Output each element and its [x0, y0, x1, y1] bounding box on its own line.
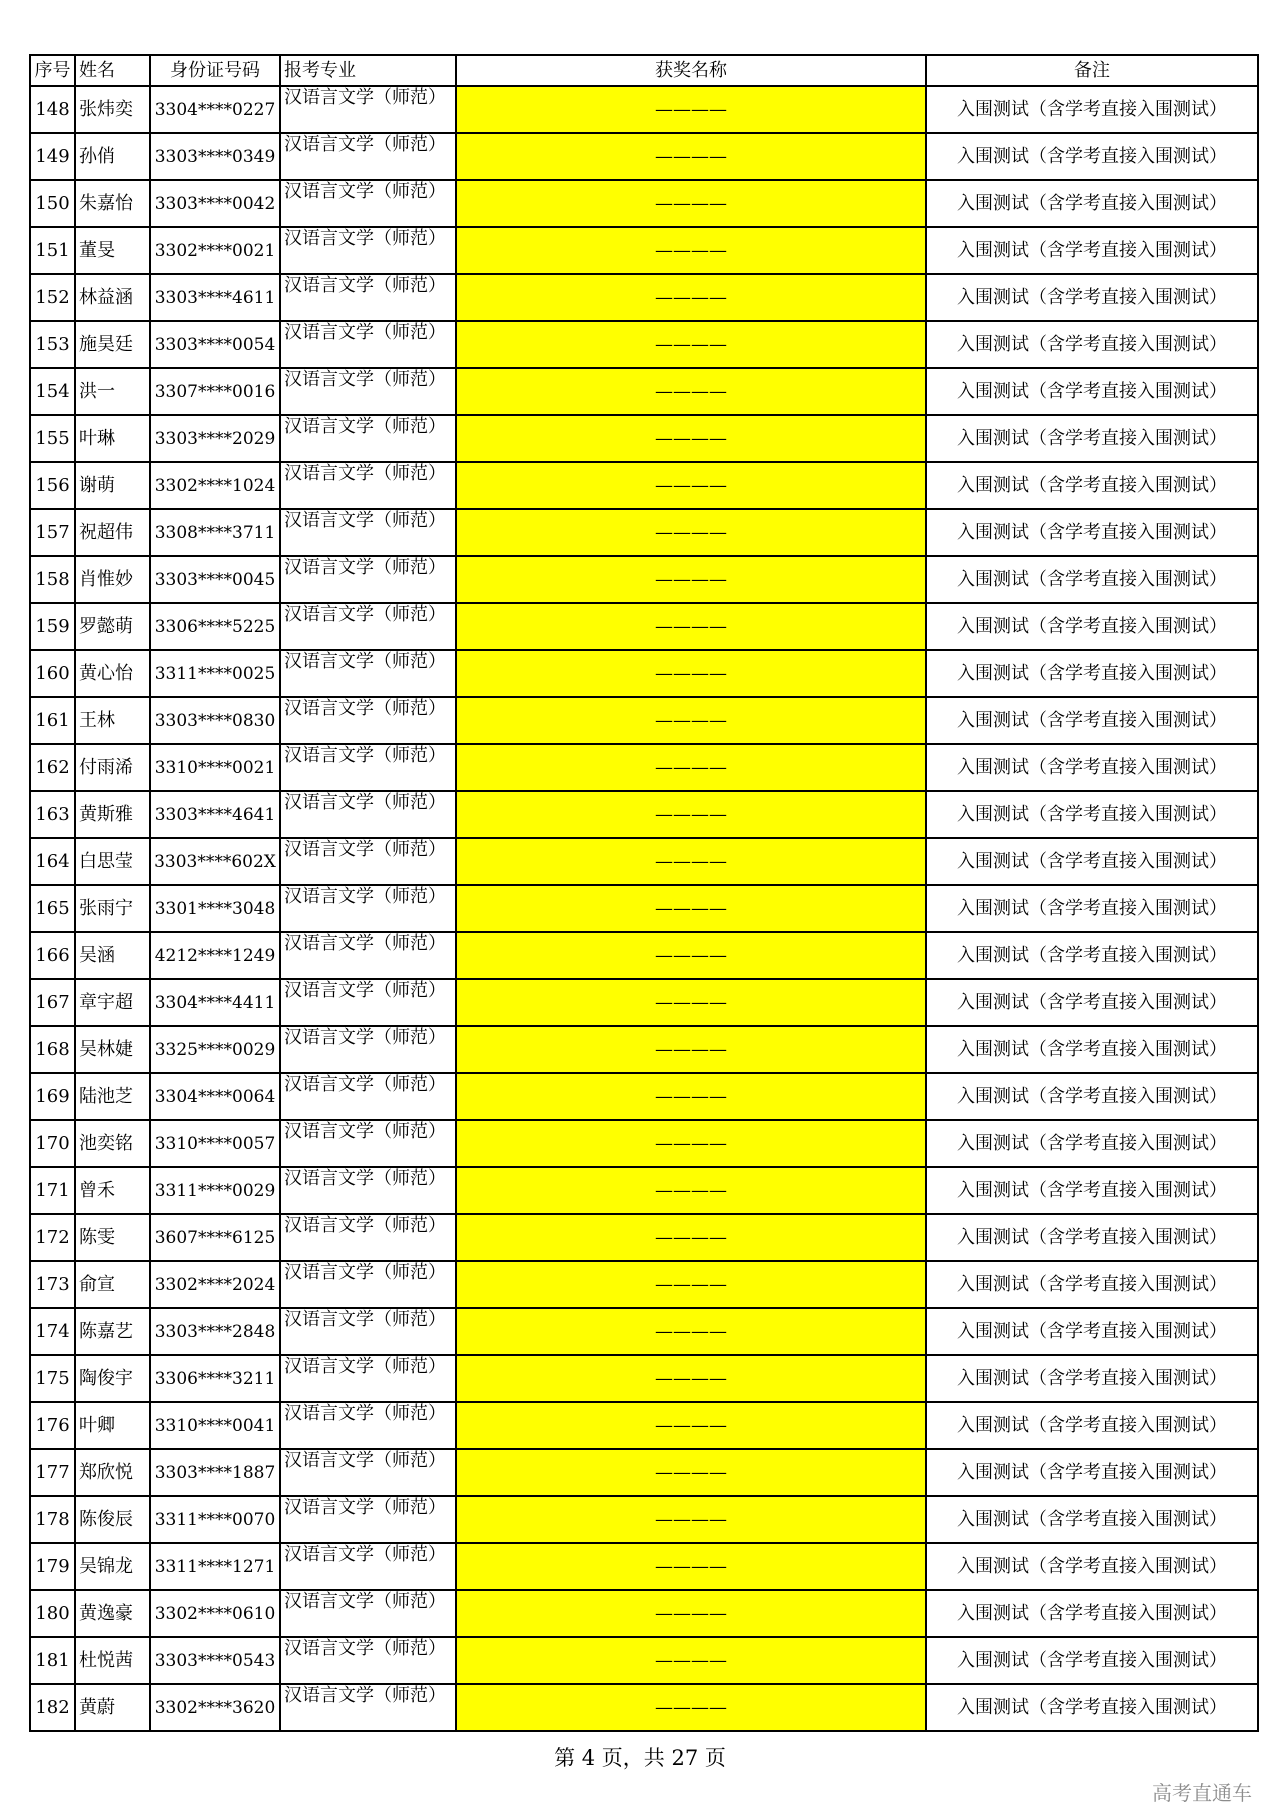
table-row — [30, 1449, 1258, 1496]
cell-note: 入围测试（含学考直接入围测试） — [926, 1543, 1258, 1590]
header-award: 获奖名称 — [456, 55, 926, 86]
header-note: 备注 — [926, 55, 1258, 86]
cell-id-number: 3303****4641 — [150, 791, 280, 838]
cell-name: 吴涵 — [75, 932, 150, 979]
cell-note: 入围测试（含学考直接入围测试） — [926, 1496, 1258, 1543]
cell-note: 入围测试（含学考直接入围测试） — [926, 791, 1258, 838]
cell-award: ———— — [456, 1120, 926, 1167]
cell-name: 谢萌 — [75, 462, 150, 509]
cell-name: 池奕铭 — [75, 1120, 150, 1167]
cell-seq: 158 — [30, 556, 75, 603]
cell-note: 入围测试（含学考直接入围测试） — [926, 462, 1258, 509]
cell-award: ———— — [456, 1167, 926, 1214]
table-row — [30, 1637, 1258, 1684]
cell-seq: 159 — [30, 603, 75, 650]
cell-note: 入围测试（含学考直接入围测试） — [926, 180, 1258, 227]
cell-major: 汉语言文学（师范） — [280, 650, 456, 697]
cell-seq: 162 — [30, 744, 75, 791]
table-row — [30, 932, 1258, 979]
cell-major: 汉语言文学（师范） — [280, 697, 456, 744]
cell-major: 汉语言文学（师范） — [280, 1261, 456, 1308]
cell-seq: 161 — [30, 697, 75, 744]
cell-note: 入围测试（含学考直接入围测试） — [926, 1637, 1258, 1684]
cell-seq: 160 — [30, 650, 75, 697]
cell-major: 汉语言文学（师范） — [280, 509, 456, 556]
table-row — [30, 368, 1258, 415]
cell-seq: 178 — [30, 1496, 75, 1543]
table-row — [30, 1590, 1258, 1637]
cell-seq: 157 — [30, 509, 75, 556]
cell-name: 施昊廷 — [75, 321, 150, 368]
cell-name: 陶俊宇 — [75, 1355, 150, 1402]
cell-note: 入围测试（含学考直接入围测试） — [926, 1402, 1258, 1449]
cell-id-number: 3304****0064 — [150, 1073, 280, 1120]
cell-note: 入围测试（含学考直接入围测试） — [926, 1026, 1258, 1073]
cell-award: ———— — [456, 1543, 926, 1590]
cell-seq: 172 — [30, 1214, 75, 1261]
table-row — [30, 1026, 1258, 1073]
cell-seq: 174 — [30, 1308, 75, 1355]
cell-award: ———— — [456, 1355, 926, 1402]
table-row — [30, 415, 1258, 462]
cell-award: ———— — [456, 1402, 926, 1449]
cell-id-number: 3306****5225 — [150, 603, 280, 650]
table-row — [30, 1073, 1258, 1120]
cell-name: 叶卿 — [75, 1402, 150, 1449]
cell-award: ———— — [456, 180, 926, 227]
cell-id-number: 3302****3620 — [150, 1684, 280, 1731]
cell-name: 罗懿萌 — [75, 603, 150, 650]
cell-award: ———— — [456, 1214, 926, 1261]
cell-seq: 169 — [30, 1073, 75, 1120]
cell-id-number: 3303****0349 — [150, 133, 280, 180]
cell-id-number: 3311****0029 — [150, 1167, 280, 1214]
cell-award: ———— — [456, 744, 926, 791]
cell-name: 肖惟妙 — [75, 556, 150, 603]
cell-note: 入围测试（含学考直接入围测试） — [926, 274, 1258, 321]
cell-major: 汉语言文学（师范） — [280, 227, 456, 274]
cell-note: 入围测试（含学考直接入围测试） — [926, 838, 1258, 885]
cell-seq: 165 — [30, 885, 75, 932]
table-row — [30, 227, 1258, 274]
table-row — [30, 180, 1258, 227]
cell-name: 杜悦茜 — [75, 1637, 150, 1684]
cell-award: ———— — [456, 1590, 926, 1637]
cell-note: 入围测试（含学考直接入围测试） — [926, 1449, 1258, 1496]
cell-major: 汉语言文学（师范） — [280, 603, 456, 650]
table-row — [30, 838, 1258, 885]
cell-award: ———— — [456, 603, 926, 650]
cell-major: 汉语言文学（师范） — [280, 368, 456, 415]
cell-id-number: 3301****3048 — [150, 885, 280, 932]
cell-note: 入围测试（含学考直接入围测试） — [926, 227, 1258, 274]
cell-award: ———— — [456, 1496, 926, 1543]
cell-id-number: 3307****0016 — [150, 368, 280, 415]
cell-award: ———— — [456, 932, 926, 979]
watermark-text: 高考直通车 — [1152, 1781, 1252, 1805]
cell-id-number: 3311****0025 — [150, 650, 280, 697]
cell-name: 王林 — [75, 697, 150, 744]
cell-award: ———— — [456, 86, 926, 133]
cell-major: 汉语言文学（师范） — [280, 838, 456, 885]
cell-name: 郑欣悦 — [75, 1449, 150, 1496]
cell-seq: 176 — [30, 1402, 75, 1449]
cell-name: 林益涵 — [75, 274, 150, 321]
cell-name: 黄心怡 — [75, 650, 150, 697]
cell-award: ———— — [456, 1026, 926, 1073]
cell-name: 张雨宁 — [75, 885, 150, 932]
cell-seq: 168 — [30, 1026, 75, 1073]
cell-award: ———— — [456, 415, 926, 462]
cell-note: 入围测试（含学考直接入围测试） — [926, 1214, 1258, 1261]
cell-seq: 182 — [30, 1684, 75, 1731]
cell-award: ———— — [456, 133, 926, 180]
cell-name: 祝超伟 — [75, 509, 150, 556]
cell-award: ———— — [456, 697, 926, 744]
cell-name: 曾禾 — [75, 1167, 150, 1214]
cell-major: 汉语言文学（师范） — [280, 791, 456, 838]
cell-major: 汉语言文学（师范） — [280, 1684, 456, 1731]
cell-note: 入围测试（含学考直接入围测试） — [926, 1120, 1258, 1167]
cell-seq: 177 — [30, 1449, 75, 1496]
cell-id-number: 3302****0610 — [150, 1590, 280, 1637]
cell-id-number: 3304****0227 — [150, 86, 280, 133]
cell-name: 朱嘉怡 — [75, 180, 150, 227]
cell-major: 汉语言文学（师范） — [280, 1120, 456, 1167]
cell-name: 孙俏 — [75, 133, 150, 180]
cell-id-number: 3303****0045 — [150, 556, 280, 603]
table-row — [30, 979, 1258, 1026]
cell-seq: 164 — [30, 838, 75, 885]
header-name: 姓名 — [75, 55, 150, 86]
cell-major: 汉语言文学（师范） — [280, 556, 456, 603]
cell-name: 章宇超 — [75, 979, 150, 1026]
table-row — [30, 650, 1258, 697]
cell-major: 汉语言文学（师范） — [280, 1637, 456, 1684]
cell-name: 陈俊辰 — [75, 1496, 150, 1543]
cell-id-number: 3303****4611 — [150, 274, 280, 321]
cell-award: ———— — [456, 556, 926, 603]
cell-id-number: 3304****4411 — [150, 979, 280, 1026]
table-row — [30, 274, 1258, 321]
cell-id-number: 3303****0042 — [150, 180, 280, 227]
cell-note: 入围测试（含学考直接入围测试） — [926, 1355, 1258, 1402]
table-row — [30, 86, 1258, 133]
cell-award: ———— — [456, 885, 926, 932]
cell-major: 汉语言文学（师范） — [280, 1167, 456, 1214]
cell-major: 汉语言文学（师范） — [280, 86, 456, 133]
cell-id-number: 3303****2848 — [150, 1308, 280, 1355]
cell-seq: 179 — [30, 1543, 75, 1590]
cell-award: ———— — [456, 274, 926, 321]
cell-major: 汉语言文学（师范） — [280, 415, 456, 462]
cell-award: ———— — [456, 1684, 926, 1731]
table-row — [30, 1120, 1258, 1167]
cell-note: 入围测试（含学考直接入围测试） — [926, 509, 1258, 556]
cell-id-number: 3607****6125 — [150, 1214, 280, 1261]
cell-note: 入围测试（含学考直接入围测试） — [926, 1073, 1258, 1120]
cell-major: 汉语言文学（师范） — [280, 1449, 456, 1496]
cell-seq: 156 — [30, 462, 75, 509]
cell-major: 汉语言文学（师范） — [280, 1214, 456, 1261]
cell-name: 俞宣 — [75, 1261, 150, 1308]
cell-seq: 149 — [30, 133, 75, 180]
cell-id-number: 4212****1249 — [150, 932, 280, 979]
cell-award: ———— — [456, 650, 926, 697]
cell-note: 入围测试（含学考直接入围测试） — [926, 979, 1258, 1026]
cell-seq: 163 — [30, 791, 75, 838]
cell-award: ———— — [456, 1308, 926, 1355]
cell-note: 入围测试（含学考直接入围测试） — [926, 1167, 1258, 1214]
cell-name: 陈雯 — [75, 1214, 150, 1261]
cell-seq: 173 — [30, 1261, 75, 1308]
table-row — [30, 556, 1258, 603]
table-row — [30, 133, 1258, 180]
cell-note: 入围测试（含学考直接入围测试） — [926, 1590, 1258, 1637]
cell-major: 汉语言文学（师范） — [280, 1355, 456, 1402]
cell-major: 汉语言文学（师范） — [280, 1590, 456, 1637]
cell-note: 入围测试（含学考直接入围测试） — [926, 1684, 1258, 1731]
cell-award: ———— — [456, 227, 926, 274]
cell-seq: 152 — [30, 274, 75, 321]
cell-name: 张炜奕 — [75, 86, 150, 133]
cell-name: 黄蔚 — [75, 1684, 150, 1731]
cell-award: ———— — [456, 321, 926, 368]
cell-id-number: 3302****2024 — [150, 1261, 280, 1308]
cell-seq: 170 — [30, 1120, 75, 1167]
table-row — [30, 697, 1258, 744]
cell-major: 汉语言文学（师范） — [280, 1073, 456, 1120]
table-row — [30, 791, 1258, 838]
results-table — [29, 54, 1259, 1732]
cell-name: 董旻 — [75, 227, 150, 274]
cell-name: 洪一 — [75, 368, 150, 415]
cell-id-number: 3303****0830 — [150, 697, 280, 744]
cell-award: ———— — [456, 1637, 926, 1684]
cell-seq: 175 — [30, 1355, 75, 1402]
cell-major: 汉语言文学（师范） — [280, 462, 456, 509]
cell-id-number: 3303****1887 — [150, 1449, 280, 1496]
cell-id-number: 3310****0057 — [150, 1120, 280, 1167]
table-row — [30, 1167, 1258, 1214]
cell-seq: 180 — [30, 1590, 75, 1637]
cell-name: 黄斯雅 — [75, 791, 150, 838]
cell-id-number: 3303****0054 — [150, 321, 280, 368]
cell-note: 入围测试（含学考直接入围测试） — [926, 133, 1258, 180]
cell-major: 汉语言文学（师范） — [280, 133, 456, 180]
cell-name: 吴林婕 — [75, 1026, 150, 1073]
cell-major: 汉语言文学（师范） — [280, 932, 456, 979]
table-row — [30, 321, 1258, 368]
cell-name: 叶琳 — [75, 415, 150, 462]
cell-note: 入围测试（含学考直接入围测试） — [926, 1308, 1258, 1355]
cell-major: 汉语言文学（师范） — [280, 1402, 456, 1449]
cell-award: ———— — [456, 838, 926, 885]
table-row — [30, 509, 1258, 556]
cell-award: ———— — [456, 979, 926, 1026]
table-row — [30, 885, 1258, 932]
cell-seq: 166 — [30, 932, 75, 979]
header-major: 报考专业 — [280, 55, 456, 86]
table-row — [30, 1402, 1258, 1449]
table-row — [30, 744, 1258, 791]
cell-award: ———— — [456, 1449, 926, 1496]
cell-award: ———— — [456, 1073, 926, 1120]
cell-id-number: 3310****0021 — [150, 744, 280, 791]
cell-seq: 151 — [30, 227, 75, 274]
table-row — [30, 1214, 1258, 1261]
cell-id-number: 3303****0543 — [150, 1637, 280, 1684]
table-row — [30, 603, 1258, 650]
cell-note: 入围测试（含学考直接入围测试） — [926, 86, 1258, 133]
cell-id-number: 3308****3711 — [150, 509, 280, 556]
cell-major: 汉语言文学（师范） — [280, 744, 456, 791]
cell-major: 汉语言文学（师范） — [280, 1543, 456, 1590]
table-header-row — [30, 55, 1258, 86]
cell-name: 陆池芝 — [75, 1073, 150, 1120]
cell-award: ———— — [456, 509, 926, 556]
cell-seq: 167 — [30, 979, 75, 1026]
table-row — [30, 462, 1258, 509]
cell-award: ———— — [456, 1261, 926, 1308]
cell-note: 入围测试（含学考直接入围测试） — [926, 415, 1258, 462]
table-row — [30, 1684, 1258, 1731]
cell-note: 入围测试（含学考直接入围测试） — [926, 321, 1258, 368]
cell-major: 汉语言文学（师范） — [280, 274, 456, 321]
cell-id-number: 3303****2029 — [150, 415, 280, 462]
cell-seq: 171 — [30, 1167, 75, 1214]
cell-major: 汉语言文学（师范） — [280, 321, 456, 368]
header-id: 身份证号码 — [150, 55, 280, 86]
cell-id-number: 3302****1024 — [150, 462, 280, 509]
cell-major: 汉语言文学（师范） — [280, 1026, 456, 1073]
table-row — [30, 1496, 1258, 1543]
cell-award: ———— — [456, 368, 926, 415]
page-number: 第 4 页，共 27 页 — [554, 1746, 726, 1770]
cell-award: ———— — [456, 791, 926, 838]
cell-note: 入围测试（含学考直接入围测试） — [926, 368, 1258, 415]
cell-major: 汉语言文学（师范） — [280, 1496, 456, 1543]
cell-id-number: 3311****0070 — [150, 1496, 280, 1543]
cell-id-number: 3302****0021 — [150, 227, 280, 274]
cell-seq: 155 — [30, 415, 75, 462]
cell-note: 入围测试（含学考直接入围测试） — [926, 697, 1258, 744]
cell-seq: 150 — [30, 180, 75, 227]
cell-major: 汉语言文学（师范） — [280, 885, 456, 932]
cell-note: 入围测试（含学考直接入围测试） — [926, 556, 1258, 603]
cell-name: 陈嘉艺 — [75, 1308, 150, 1355]
cell-id-number: 3306****3211 — [150, 1355, 280, 1402]
cell-major: 汉语言文学（师范） — [280, 1308, 456, 1355]
cell-major: 汉语言文学（师范） — [280, 979, 456, 1026]
cell-major: 汉语言文学（师范） — [280, 180, 456, 227]
table-row — [30, 1308, 1258, 1355]
cell-id-number: 3303****602X — [150, 838, 280, 885]
cell-seq: 154 — [30, 368, 75, 415]
header-seq: 序号 — [30, 55, 75, 86]
cell-seq: 148 — [30, 86, 75, 133]
table-row — [30, 1261, 1258, 1308]
cell-award: ———— — [456, 462, 926, 509]
cell-note: 入围测试（含学考直接入围测试） — [926, 603, 1258, 650]
cell-seq: 153 — [30, 321, 75, 368]
table-row — [30, 1543, 1258, 1590]
cell-id-number: 3310****0041 — [150, 1402, 280, 1449]
cell-id-number: 3311****1271 — [150, 1543, 280, 1590]
cell-note: 入围测试（含学考直接入围测试） — [926, 1261, 1258, 1308]
table-row — [30, 1355, 1258, 1402]
cell-note: 入围测试（含学考直接入围测试） — [926, 932, 1258, 979]
cell-note: 入围测试（含学考直接入围测试） — [926, 650, 1258, 697]
cell-name: 白思莹 — [75, 838, 150, 885]
cell-name: 吴锦龙 — [75, 1543, 150, 1590]
cell-seq: 181 — [30, 1637, 75, 1684]
cell-id-number: 3325****0029 — [150, 1026, 280, 1073]
cell-note: 入围测试（含学考直接入围测试） — [926, 885, 1258, 932]
cell-name: 黄逸豪 — [75, 1590, 150, 1637]
cell-note: 入围测试（含学考直接入围测试） — [926, 744, 1258, 791]
cell-name: 付雨浠 — [75, 744, 150, 791]
